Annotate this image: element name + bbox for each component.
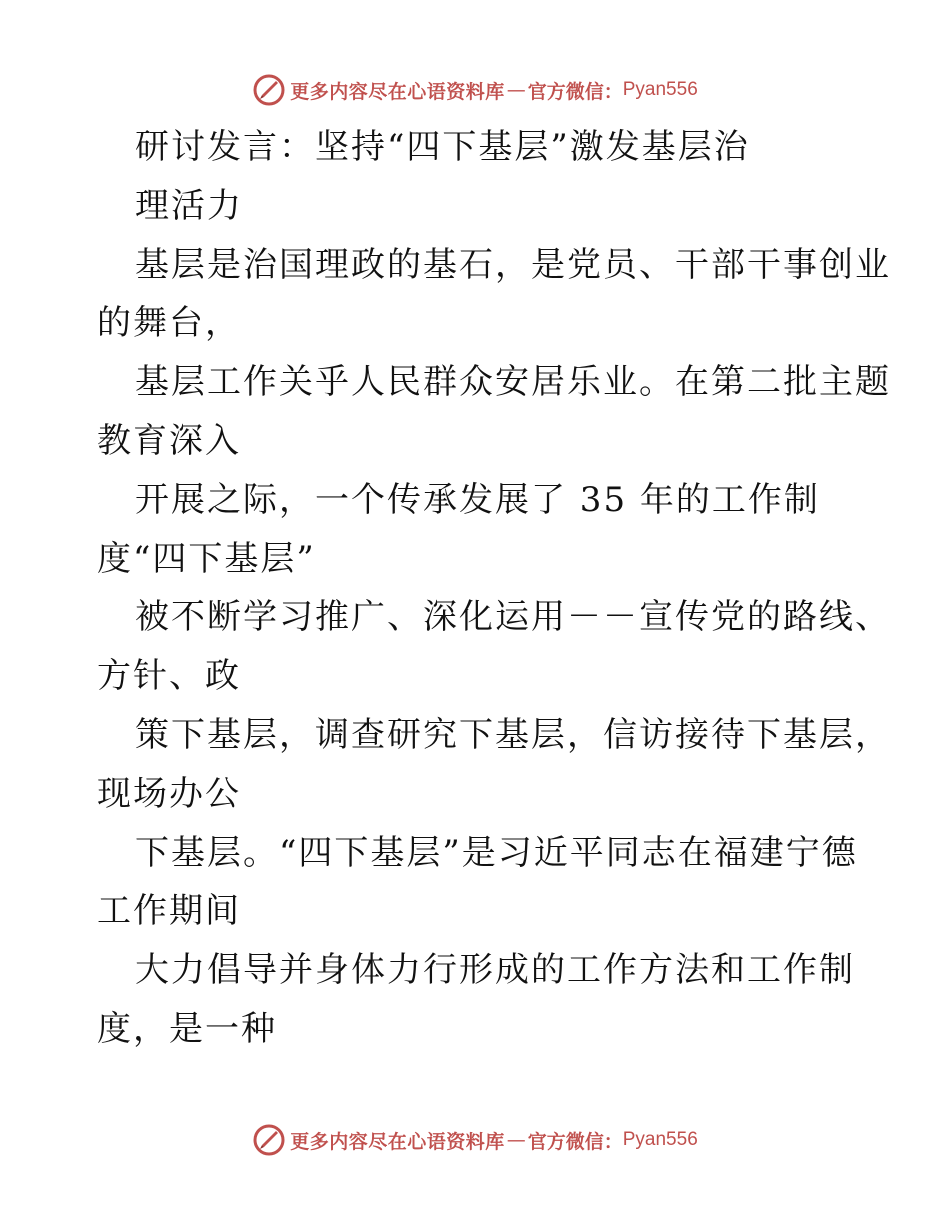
watermark-brand: 更多内容尽在心语资料库 bbox=[290, 80, 505, 103]
text-line: 理活力 bbox=[135, 185, 243, 226]
text-line: 大力倡导并身体力行形成的工作方法和工作制 bbox=[135, 950, 855, 991]
brand-logo-icon bbox=[252, 73, 286, 107]
text-line: 下基层。“四下基层”是习近平同志在福建宁德 bbox=[135, 832, 858, 873]
text-line: 基层工作关乎人民群众安居乐业。在第二批主题 bbox=[135, 362, 891, 403]
text-line: 方针、政 bbox=[97, 656, 241, 697]
header-watermark bbox=[0, 70, 950, 110]
brand-logo-icon bbox=[252, 1123, 286, 1157]
text-line: 被不断学习推广、深化运用－－宣传党的路线、 bbox=[135, 597, 891, 638]
text-line: 度“四下基层” bbox=[97, 538, 316, 579]
text-line: 工作期间 bbox=[97, 891, 241, 932]
watermark-label: 官方微信： bbox=[527, 80, 623, 103]
watermark-brand: 更多内容尽在心语资料库 bbox=[290, 1130, 505, 1153]
text-line: 开展之际，一个传承发展了 35 年的工作制 bbox=[135, 479, 820, 520]
document-body bbox=[97, 118, 891, 1059]
watermark-separator: — bbox=[506, 79, 526, 101]
watermark-separator: — bbox=[506, 1129, 526, 1151]
watermark-id: Pyan556 bbox=[622, 1129, 698, 1150]
footer-watermark bbox=[0, 1120, 950, 1160]
text-line: 基层是治国理政的基石，是党员、干部干事创业 bbox=[135, 244, 891, 285]
watermark-label: 官方微信： bbox=[527, 1130, 623, 1153]
text-line: 策下基层，调查研究下基层，信访接待下基层， bbox=[135, 714, 891, 755]
text-line: 教育深入 bbox=[97, 420, 241, 461]
text-line: 度，是一种 bbox=[97, 1008, 277, 1049]
watermark-id: Pyan556 bbox=[622, 79, 698, 100]
text-line: 现场办公 bbox=[97, 773, 241, 814]
text-line: 的舞台， bbox=[97, 303, 241, 344]
text-line: 研讨发言：坚持“四下基层”激发基层治 bbox=[135, 127, 750, 167]
